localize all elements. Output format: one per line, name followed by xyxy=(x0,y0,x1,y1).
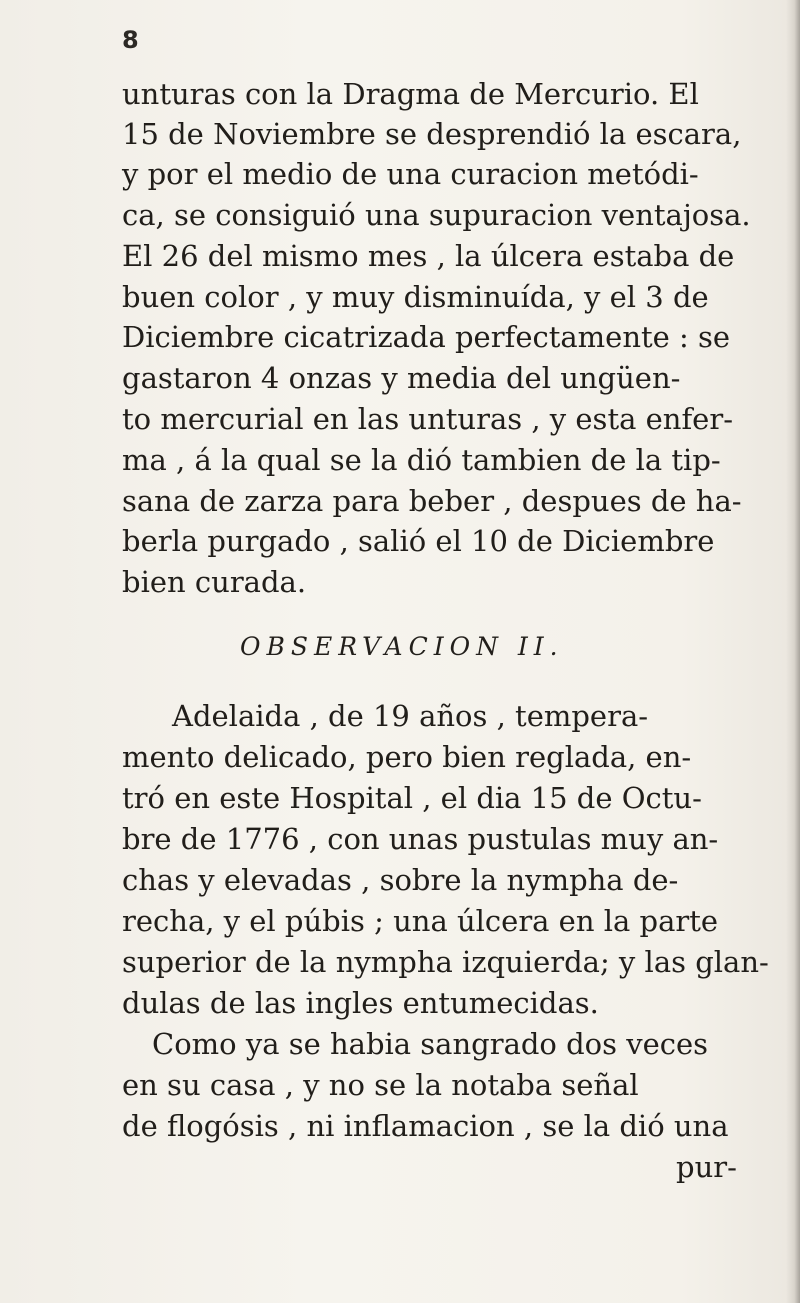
catchword: pur- xyxy=(676,1150,737,1184)
text-line: Como ya se habia sangrado dos veces xyxy=(152,1027,709,1061)
text-line: en su casa , y no se la notaba señal xyxy=(122,1068,639,1102)
text-line: dulas de las ingles entumecidas. xyxy=(122,986,599,1020)
text-line: bre de 1776 , con unas pustulas muy an- xyxy=(122,822,719,856)
text-line: Adelaida , de 19 años , tempera- xyxy=(172,699,649,733)
text-line: de flogósis , ni inflamacion , se la dió una xyxy=(122,1109,729,1143)
page-number: 8 xyxy=(122,26,139,54)
text-line: mento delicado, pero bien reglada, en- xyxy=(122,740,692,774)
text-line: Diciembre cicatrizada perfectamente : se xyxy=(122,320,731,354)
text-line: unturas con la Dragma de Mercurio. El xyxy=(122,77,699,111)
text-line: to mercurial en las unturas , y esta enfer- xyxy=(122,402,733,436)
section-heading: OBSERVACION II. xyxy=(240,632,564,661)
text-line: ca, se consiguió una supuracion ventajosa. xyxy=(122,198,751,232)
text-line: 15 de Noviembre se desprendió la escara, xyxy=(122,117,742,151)
text-line: gastaron 4 onzas y media del ungüen- xyxy=(122,361,681,395)
text-line: tró en este Hospital , el dia 15 de Octu- xyxy=(122,781,702,815)
text-line: bien curada. xyxy=(122,565,307,599)
text-line: ma , á la qual se la dió tambien de la tip- xyxy=(122,443,721,477)
text-line: superior de la nympha izquierda; y las glan- xyxy=(122,945,769,979)
text-line: berla purgado , salió el 10 de Diciembre xyxy=(122,524,715,558)
text-line: chas y elevadas , sobre la nympha de- xyxy=(122,863,679,897)
page-edge-shadow xyxy=(786,0,800,1303)
text-line: y por el medio de una curacion metódi- xyxy=(122,157,699,191)
text-line: buen color , y muy disminuída, y el 3 de xyxy=(122,280,709,314)
text-line: sana de zarza para beber , despues de ha- xyxy=(122,484,742,518)
text-line: El 26 del mismo mes , la úlcera estaba de xyxy=(122,239,735,273)
text-line: recha, y el púbis ; una úlcera en la parte xyxy=(122,904,719,938)
